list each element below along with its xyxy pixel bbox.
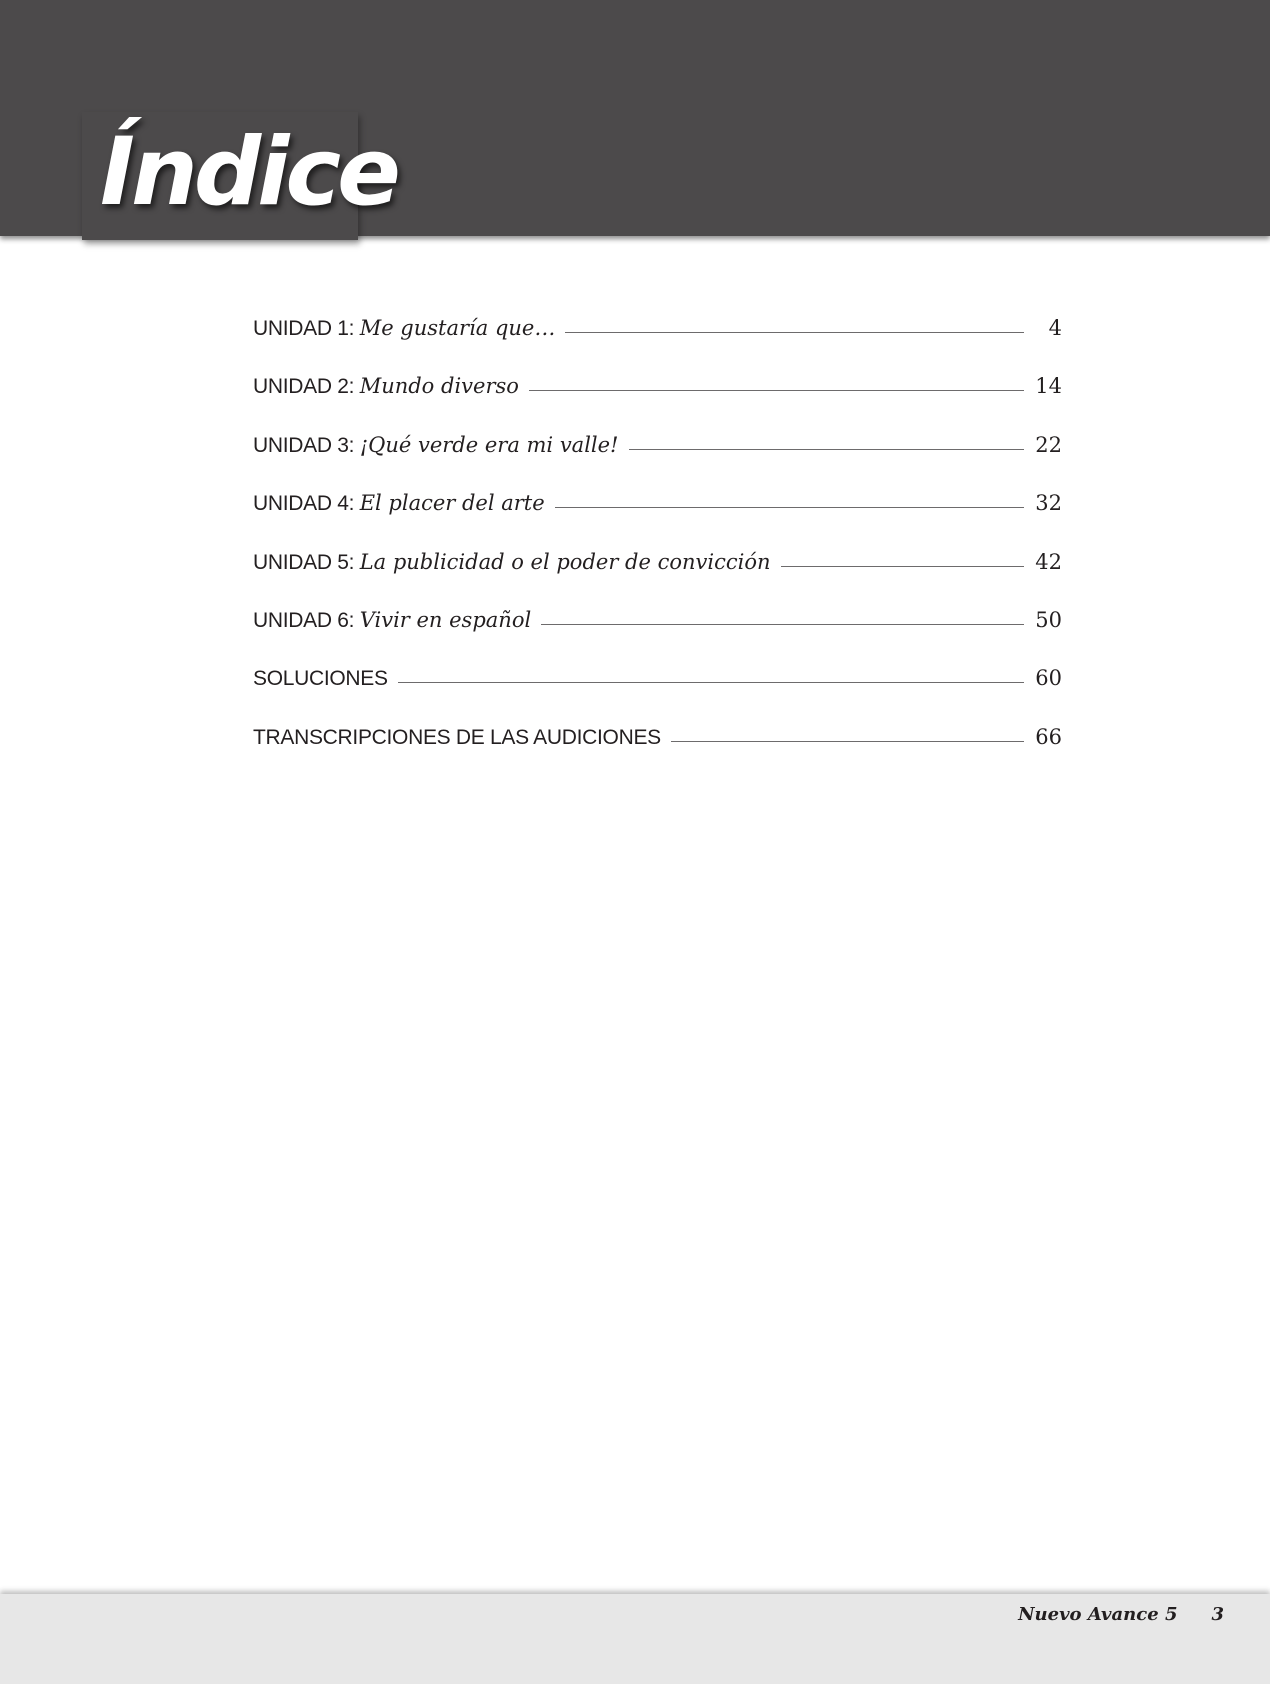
page-title: Índice [100,118,397,227]
footer-page-number: 3 [1211,1604,1224,1625]
toc-entry-soluciones[interactable] [253,666,1062,724]
entry-label: UNIDAD 5: [253,550,360,574]
entry-page-number: 66 [1035,724,1062,749]
entry-label: UNIDAD 1: [253,317,360,340]
entry-label: UNIDAD 4: [253,492,360,516]
leader-line [398,682,1024,683]
entry-subtitle: Mundo diverso [359,374,519,399]
entry-page-number: 42 [1035,549,1062,574]
toc-entry-transcripciones[interactable] [253,725,1062,783]
leader-line [541,624,1024,625]
table-of-contents [253,316,1062,783]
entry-label: TRANSCRIPCIONES DE LAS AUDICIONES [253,725,661,749]
leader-line [529,390,1024,391]
leader-line [555,507,1024,508]
entry-label: SOLUCIONES [253,667,388,691]
entry-subtitle: Vivir en español [359,607,532,632]
entry-page-number: 50 [1035,607,1062,632]
entry-page-number: 60 [1035,666,1062,691]
toc-entry-unit-6[interactable] [253,608,1062,666]
toc-entry-unit-1[interactable] [253,316,1062,374]
leader-line [781,566,1025,567]
footer [1018,1604,1224,1625]
toc-entry-unit-4[interactable] [253,491,1062,549]
leader-line [565,332,1024,333]
footer-book-title: Nuevo Avance 5 [1018,1604,1178,1625]
entry-page-number: 32 [1035,491,1062,516]
entry-subtitle: La publicidad o el poder de convicción [359,549,771,574]
entry-subtitle: ¡Qué verde era mi valle! [359,432,619,457]
toc-entry-unit-5[interactable] [253,550,1062,608]
toc-entry-unit-2[interactable] [253,374,1062,432]
entry-label: UNIDAD 2: [253,375,360,399]
entry-page-number: 4 [1048,316,1062,340]
entry-page-number: 14 [1035,374,1062,399]
entry-label: UNIDAD 3: [253,433,360,457]
entry-subtitle: El placer del arte [359,491,545,516]
leader-line [629,449,1025,450]
leader-line [671,741,1024,742]
entry-page-number: 22 [1035,432,1062,457]
entry-label: UNIDAD 6: [253,608,360,632]
toc-entry-unit-3[interactable] [253,433,1062,491]
entry-subtitle: Me gustaría que… [359,316,556,340]
